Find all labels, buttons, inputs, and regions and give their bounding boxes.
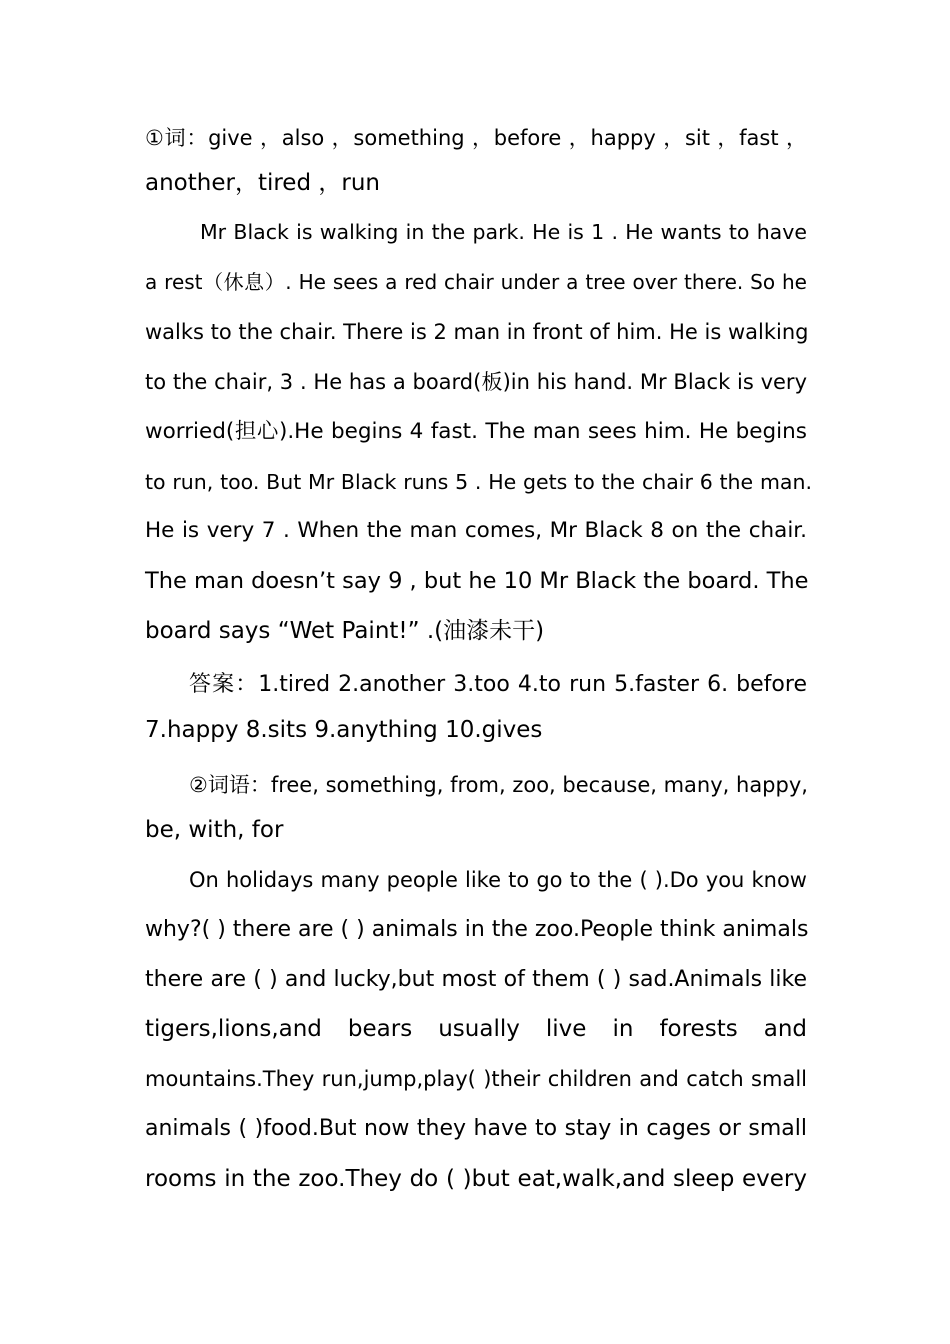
section1-answers-line-2: 7.happy 8.sits 9.anything 10.gives — [145, 717, 543, 743]
section1-passage-line-6: to run, too. But Mr Black runs 5 . He gets to the chair 6 the man. — [145, 470, 812, 494]
section2-passage-line-5: mountains.They run,jump,play( )their children and catch small — [145, 1067, 807, 1091]
section1-passage-line-2: a rest（休息）. He sees a red chair under a tree over there. So he — [145, 270, 807, 294]
section1-passage-line-7: He is very 7 . When the man comes, Mr Black 8 on the chair. — [145, 518, 807, 543]
section2-word-bank-line-1: ②词语：free, something, from, zoo, because, many, happy, — [189, 773, 808, 797]
section1-passage-line-5: worried(担心).He begins 4 fast. The man sees him. He begins — [145, 419, 807, 444]
section1-passage-line-4: to the chair, 3 . He has a board(板)in his hand. Mr Black is very — [145, 370, 807, 394]
section1-word-bank-line-2: another，tired ，run — [145, 170, 380, 196]
section1-passage-line-1: Mr Black is walking in the park. He is 1 . He wants to have — [200, 220, 807, 244]
section2-passage-line-1: On holidays many people like to go to the ( ).Do you know — [189, 868, 807, 892]
section1-passage-line-8: The man doesn’t say 9 , but he 10 Mr Black the board. The — [145, 568, 809, 594]
section2-passage-line-6: animals ( )food.But now they have to stay in cages or small — [145, 1116, 807, 1141]
section1-passage-line-9: board says “Wet Paint!” .(油漆未干) — [145, 618, 545, 644]
section2-passage-line-3: there are ( ) and lucky,but most of them ( ) sad.Animals like — [145, 967, 807, 992]
section2-word-bank-line-2: be, with, for — [145, 817, 284, 843]
section1-passage-line-3: walks to the chair. There is 2 man in front of him. He is walking — [145, 320, 809, 344]
section1-word-bank-line-1: ①词：give ，also ，something ，before ，happy ，sit ，fast ， — [145, 126, 807, 150]
section2-passage-line-4: tigers,lions,and bears usually live in forests and — [145, 1016, 807, 1042]
section2-passage-line-7: rooms in the zoo.They do ( )but eat,walk,and sleep every — [145, 1166, 807, 1192]
section2-passage-line-2: why?( ) there are ( ) animals in the zoo.People think animals — [145, 917, 809, 942]
section1-answers-line-1: 答案：1.tired 2.another 3.too 4.to run 5.faster 6. before — [189, 672, 807, 697]
